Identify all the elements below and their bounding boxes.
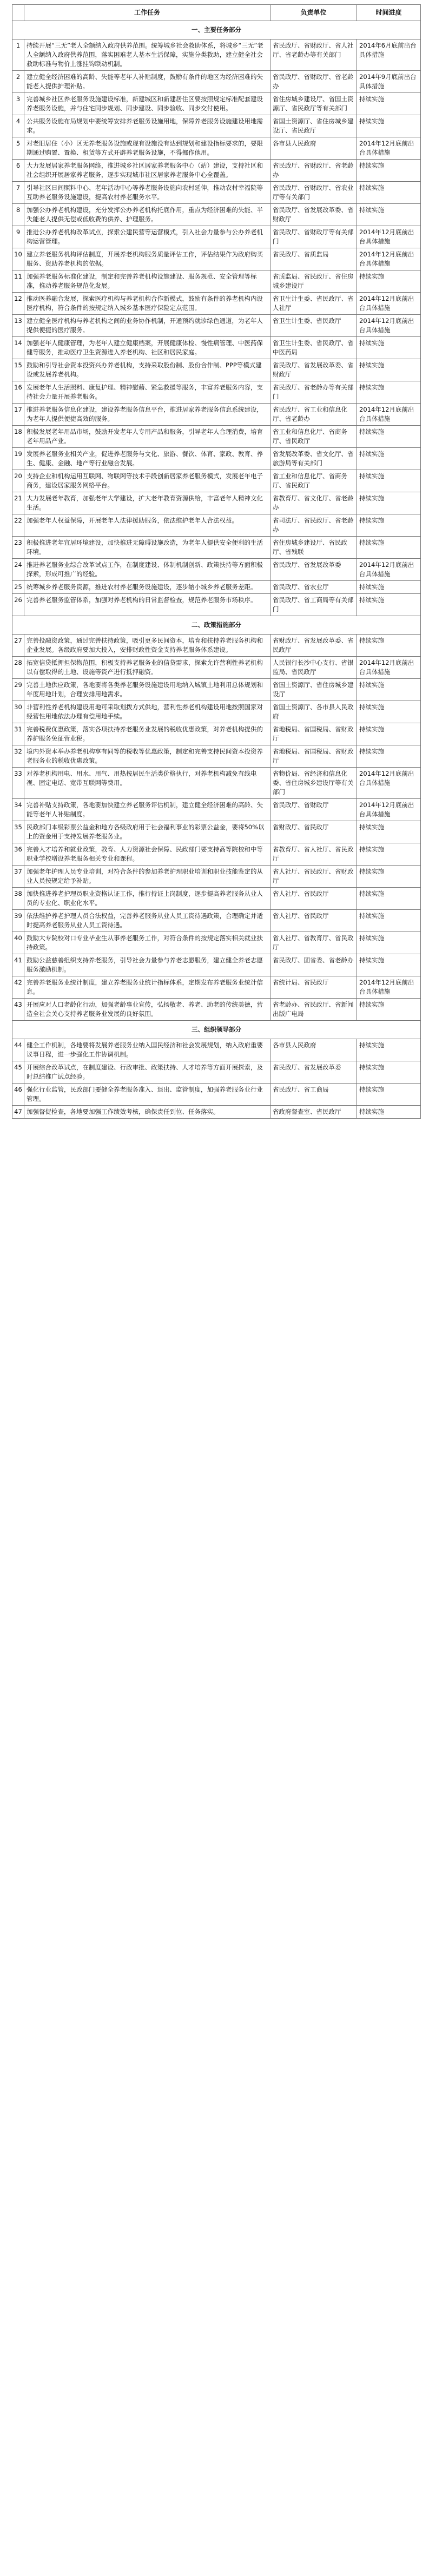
task-table-sheet: [12, 4, 420, 1119]
row-number: 10: [12, 248, 24, 270]
dept-cell: 省住房城乡建设厅、省民政厅、省残联: [270, 537, 357, 559]
task-cell: 建立健全经济困难的高龄、失能等老年人补贴制度，鼓励有条件的地区为经济困难的失能老人提供护理补贴。: [24, 71, 270, 93]
dept-cell: 省人社厅、省民政厅、省财政厅: [270, 866, 357, 888]
table-row: [12, 910, 421, 932]
dept-cell: 省教育厅、省人社厅、省民政厅: [270, 843, 357, 866]
table-row: [12, 293, 421, 315]
dept-cell: 省人社厅、省教育厅、省民政厅: [270, 932, 357, 954]
row-number: 8: [12, 204, 24, 226]
table-row: [12, 701, 421, 723]
row-number: 37: [12, 866, 24, 888]
task-cell: 依法维护养老护理人员合法权益，完善养老服务从业人员工资待遇政策，合理确定并适时提高养老服务从业人员工资待遇。: [24, 910, 270, 932]
table-row: [12, 999, 421, 1021]
task-cell: 大力发展老年教育，加强老年大学建设，扩大老年教育资源供给，丰富老年人精神文化生活。: [24, 492, 270, 514]
row-number: 24: [12, 559, 24, 581]
time-cell: 2014年12月底前出台具体措施: [357, 559, 421, 581]
row-number: 32: [12, 745, 24, 768]
task-cell: 开展综合改革试点，在制度建设、行政审批、政策扶持、人才培养等方面开展探索，及时总结推广试点经验。: [24, 1061, 270, 1084]
time-cell: 持续实施: [357, 910, 421, 932]
dept-cell: 省民政厅、省工商局: [270, 1084, 357, 1106]
time-cell: 持续实施: [357, 448, 421, 470]
header-no: [12, 5, 24, 21]
row-number: 15: [12, 359, 24, 381]
table-row: [12, 226, 421, 248]
row-number: 26: [12, 594, 24, 616]
dept-cell: 省教育厅、省文化厅、省老龄办: [270, 492, 357, 514]
task-cell: 发展养老服务业相关产业，促进养老服务与文化、旅游、餐饮、体育、家政、教育、养生、健康、金融、地产等行业融合发展。: [24, 448, 270, 470]
time-cell: 持续实施: [357, 1106, 421, 1119]
time-cell: 持续实施: [357, 204, 421, 226]
row-number: 25: [12, 581, 24, 594]
time-cell: 持续实施: [357, 537, 421, 559]
row-number: 31: [12, 723, 24, 745]
row-number: 28: [12, 657, 24, 679]
table-row: [12, 866, 421, 888]
dept-cell: 省工业和信息化厅、省商务厅、省民政厅: [270, 426, 357, 448]
dept-cell: 省民政厅、省财政厅等有关部门: [270, 226, 357, 248]
time-cell: 2014年12月底前出台具体措施: [357, 657, 421, 679]
table-row: [12, 537, 421, 559]
task-cell: 引导社区日间照料中心、老年活动中心等养老服务设施向农村延伸，推动农村幸福院等互助养老服务设施建设，提高农村养老服务水平。: [24, 182, 270, 204]
task-cell: 非营利性养老机构建设用地可采取划拨方式供地，营利性养老机构建设用地按照国家对经营性用地依法办理有偿用地手续。: [24, 701, 270, 723]
table-row: [12, 1039, 421, 1061]
row-number: 5: [12, 137, 24, 160]
dept-cell: 省地税局、省国税局、省财政厅: [270, 723, 357, 745]
row-number: 44: [12, 1039, 24, 1061]
table-row: [12, 93, 421, 115]
dept-cell: 省人社厅、省民政厅: [270, 910, 357, 932]
row-number: 12: [12, 293, 24, 315]
time-cell: 2014年9月底前出台具体措施: [357, 71, 421, 93]
time-cell: 持续实施: [357, 594, 421, 616]
dept-cell: 省民政厅、省财政厅、省农业厅等有关部门: [270, 182, 357, 204]
table-row: [12, 315, 421, 337]
section-title: 一、主要任务部分: [12, 21, 421, 39]
time-cell: 持续实施: [357, 160, 421, 182]
dept-cell: 省国土资源厅、各市县人民政府: [270, 701, 357, 723]
time-cell: 持续实施: [357, 954, 421, 976]
time-cell: 持续实施: [357, 723, 421, 745]
row-number: 29: [12, 679, 24, 701]
dept-cell: 省卫生计生委、省民政厅: [270, 315, 357, 337]
row-number: 40: [12, 932, 24, 954]
task-cell: 推进养老服务信息化建设，建设养老服务信息平台，推进居家养老服务信息系统建设，为老年人提供便捷高效的服务。: [24, 404, 270, 426]
time-cell: 2014年12月底前出台具体措施: [357, 768, 421, 799]
row-number: 19: [12, 448, 24, 470]
dept-cell: 省老龄办、省民政厅、省新闻出版广电局: [270, 999, 357, 1021]
dept-cell: 省民政厅、省发展改革委: [270, 1061, 357, 1084]
time-cell: 持续实施: [357, 337, 421, 359]
task-cell: 完善城乡社区养老服务设施建设标准，新建城区和新建居住区要按照规定标准配套建设养老服务设施，并与住宅同步规划、同步建设、同步验收、同步交付使用。: [24, 93, 270, 115]
task-cell: 鼓励和引导社会资本投资兴办养老机构，支持采取股份制、股份合作制、PPP等模式建设或发展养老机构。: [24, 359, 270, 381]
task-cell: 完善投融资政策，通过完善扶持政策，吸引更多民间资本，培育和扶持养老服务机构和企业发展。各级政府要加大投入，安排财政性资金支持养老服务体系建设。: [24, 635, 270, 657]
task-cell: 对老旧居住（小）区无养老服务设施或现有设施没有达到规划和建设指标要求的，要限期通过购置、置换、租赁等方式开辟养老服务设施，不得挪作他用。: [24, 137, 270, 160]
time-cell: 持续实施: [357, 182, 421, 204]
time-cell: 持续实施: [357, 888, 421, 910]
dept-cell: 省民政厅、省工商局等有关部门: [270, 594, 357, 616]
dept-cell: 省民政厅、省发展改革委、省财政厅: [270, 359, 357, 381]
table-row: [12, 514, 421, 537]
dept-cell: 省民政厅、省财政厅、省人社厅、省老龄办等有关部门: [270, 39, 357, 71]
table-row: [12, 137, 421, 160]
header-time: 时间进度: [357, 5, 421, 21]
table-row: [12, 115, 421, 137]
dept-cell: 省国土资源厅、省住房城乡建设厅、省民政厅: [270, 115, 357, 137]
task-cell: 拓宽信贷抵押担保物范围，积极支持养老服务业的信贷需求，探索允许营利性养老机构以有偿取得的土地、设施等资产进行抵押融资。: [24, 657, 270, 679]
row-number: 43: [12, 999, 24, 1021]
task-cell: 建立养老服务机构评估制度，开展养老机构服务质量评估工作，评估结果作为政府购买服务、资助养老机构的依据。: [24, 248, 270, 270]
row-number: 46: [12, 1084, 24, 1106]
dept-cell: 省工业和信息化厅、省商务厅、省民政厅: [270, 470, 357, 492]
task-cell: 支持企业和机构运用互联网、物联网等技术手段创新居家养老服务模式，发展老年电子商务，建设居家服务网络平台。: [24, 470, 270, 492]
time-cell: 持续实施: [357, 581, 421, 594]
row-number: 22: [12, 514, 24, 537]
row-number: 41: [12, 954, 24, 976]
dept-cell: 人民银行长沙中心支行、省银监局、省民政厅: [270, 657, 357, 679]
task-cell: 加强老年人健康管理，为老年人建立健康档案，开展健康体检、慢性病管理、中医药保健等服务，推动医疗卫生资源进入养老机构、社区和居民家庭。: [24, 337, 270, 359]
time-cell: 持续实施: [357, 932, 421, 954]
task-cell: 加强养老服务标准化建设，制定和完善养老机构设施建设、服务规范、安全管理等标准，推动养老服务规范化发展。: [24, 270, 270, 293]
time-cell: 持续实施: [357, 635, 421, 657]
row-number: 33: [12, 768, 24, 799]
row-number: 3: [12, 93, 24, 115]
table-row: [12, 492, 421, 514]
row-number: 35: [12, 821, 24, 843]
task-cell: 鼓励大专院校对口专业毕业生从事养老服务工作，对符合条件的按规定落实相关就业扶持政策。: [24, 932, 270, 954]
row-number: 21: [12, 492, 24, 514]
row-number: 30: [12, 701, 24, 723]
header-dept: 负责单位: [270, 5, 357, 21]
task-cell: 鼓励公益慈善组织支持养老服务，引导社会力量参与养老志愿服务，建立健全养老志愿服务激励机制。: [24, 954, 270, 976]
table-row: [12, 39, 421, 71]
table-row: [12, 448, 421, 470]
time-cell: 2014年12月底前出台具体措施: [357, 226, 421, 248]
table-row: [12, 679, 421, 701]
table-row: [12, 635, 421, 657]
time-cell: 持续实施: [357, 843, 421, 866]
task-cell: 完善养老服务监管体系，加强对养老机构的日常监督检查，规范养老服务市场秩序。: [24, 594, 270, 616]
time-cell: 持续实施: [357, 492, 421, 514]
dept-cell: 省民政厅、省财政厅、省老龄办: [270, 160, 357, 182]
row-number: 34: [12, 799, 24, 821]
time-cell: 持续实施: [357, 115, 421, 137]
task-cell: 积极推进老年宜居环境建设，加快推进无障碍设施改造，为老年人提供安全便利的生活环境。: [24, 537, 270, 559]
row-number: 4: [12, 115, 24, 137]
task-cell: 加强老年人权益保障，开展老年人法律援助服务，依法维护老年人合法权益。: [24, 514, 270, 537]
dept-cell: 省民政厅、省财政厅、省老龄办: [270, 71, 357, 93]
task-cell: 统筹城乡养老服务资源，推进农村养老服务设施建设，逐步缩小城乡养老服务差距。: [24, 581, 270, 594]
row-number: 1: [12, 39, 24, 71]
table-row: [12, 723, 421, 745]
task-cell: 加强公办养老机构建设，充分发挥公办养老机构托底作用，重点为经济困难的失能、半失能老人提供无偿或低收费的供养、护理服务。: [24, 204, 270, 226]
dept-cell: 省住房城乡建设厅、省国土资源厅、省民政厅等有关部门: [270, 93, 357, 115]
table-row: [12, 337, 421, 359]
task-cell: 推动医养融合发展，探索医疗机构与养老机构合作新模式，鼓励有条件的养老机构内设医疗机构，符合条件的按规定纳入城乡基本医疗保险定点范围。: [24, 293, 270, 315]
table-row: [12, 204, 421, 226]
table-row: [12, 581, 421, 594]
task-cell: 开展应对人口老龄化行动，加强老龄事业宣传，弘扬敬老、养老、助老的传统美德，营造全社会关心支持养老服务业发展的良好氛围。: [24, 999, 270, 1021]
task-cell: 大力发展居家养老服务网络，推进城乡社区居家养老服务中心（站）建设，支持社区和社会组织开展居家养老服务，逐步实现城市社区居家养老服务中心全覆盖。: [24, 160, 270, 182]
row-number: 13: [12, 315, 24, 337]
task-cell: 完善土地供应政策，各地要将各类养老服务设施建设用地纳入城镇土地利用总体规划和年度用地计划，合理安排用地需求。: [24, 679, 270, 701]
table-row: [12, 426, 421, 448]
time-cell: 持续实施: [357, 999, 421, 1021]
dept-cell: 省民政厅、省质监局: [270, 248, 357, 270]
table-row: [12, 381, 421, 404]
task-cell: 公共服务设施布局规划中要统筹安排养老服务设施用地，保障养老服务设施建设用地需求。: [24, 115, 270, 137]
row-number: 6: [12, 160, 24, 182]
table-row: [12, 470, 421, 492]
table-row: [12, 1106, 421, 1119]
dept-cell: 省政府督查室、省民政厅: [270, 1106, 357, 1119]
time-cell: 持续实施: [357, 270, 421, 293]
row-number: 17: [12, 404, 24, 426]
time-cell: 2014年12月底前出台具体措施: [357, 404, 421, 426]
row-number: 14: [12, 337, 24, 359]
dept-cell: 省国土资源厅、省住房城乡建设厅: [270, 679, 357, 701]
section-row: [12, 1021, 421, 1039]
time-cell: 2014年12月底前出台具体措施: [357, 137, 421, 160]
task-cell: 民政部门本级彩票公益金和地方各级政府用于社会福利事业的彩票公益金，要将50%以上的资金用于支持发展养老服务业。: [24, 821, 270, 843]
dept-cell: 省司法厅、省民政厅、省老龄办: [270, 514, 357, 537]
time-cell: 2014年6月底前出台具体措施: [357, 39, 421, 71]
time-cell: 持续实施: [357, 514, 421, 537]
table-row: [12, 799, 421, 821]
dept-cell: 省统计局、省民政厅: [270, 976, 357, 999]
time-cell: 2014年12月底前出台具体措施: [357, 293, 421, 315]
table-row: [12, 745, 421, 768]
table-body: [12, 21, 421, 1119]
time-cell: 持续实施: [357, 866, 421, 888]
table-row: [12, 843, 421, 866]
task-cell: 完善养老服务业统计制度，建立养老服务业统计指标体系，定期发布养老服务业统计信息。: [24, 976, 270, 999]
table-row: [12, 248, 421, 270]
row-number: 47: [12, 1106, 24, 1119]
section-row: [12, 21, 421, 39]
dept-cell: 省质监局、省民政厅、省住房城乡建设厅: [270, 270, 357, 293]
time-cell: 持续实施: [357, 1084, 421, 1106]
time-cell: 持续实施: [357, 426, 421, 448]
task-cell: 境内外资本举办养老机构享有同等的税收等优惠政策，制定和完善支持民间资本投资养老服务业的税收优惠政策。: [24, 745, 270, 768]
section-title: 三、组织领导部分: [12, 1021, 421, 1039]
table-row: [12, 594, 421, 616]
time-cell: 2014年12月底前出台具体措施: [357, 976, 421, 999]
row-number: 2: [12, 71, 24, 93]
time-cell: 2014年12月底前出台具体措施: [357, 799, 421, 821]
task-cell: 强化行业监管，民政部门要健全养老服务准入、退出、监管制度，加强养老服务业行业管理。: [24, 1084, 270, 1106]
table-row: [12, 1084, 421, 1106]
task-cell: 持续开展“三无”老人全额纳入政府供养范围。统筹城乡社会救助体系，将城乡“三无”老人全额纳入政府供养范围，落实困难老人基本生活保障，实施分类救助，建立健全社会救助标准与物价上涨挂钩联动机制。: [24, 39, 270, 71]
time-cell: 持续实施: [357, 821, 421, 843]
dept-cell: 省人社厅、省民政厅: [270, 888, 357, 910]
dept-cell: 省财政厅、省民政厅: [270, 821, 357, 843]
row-number: 42: [12, 976, 24, 999]
table-row: [12, 888, 421, 910]
table-row: [12, 821, 421, 843]
time-cell: 持续实施: [357, 1039, 421, 1061]
row-number: 45: [12, 1061, 24, 1084]
dept-cell: 省物价局、省经济和信息化委、省住房城乡建设厅等有关部门: [270, 768, 357, 799]
dept-cell: 省民政厅、省老龄办等有关部门: [270, 381, 357, 404]
dept-cell: 省卫生计生委、省民政厅、省中医药局: [270, 337, 357, 359]
time-cell: 持续实施: [357, 470, 421, 492]
dept-cell: 省发展改革委、省文化厅、省旅游局等有关部门: [270, 448, 357, 470]
dept-cell: 省地税局、省国税局、省财政厅: [270, 745, 357, 768]
row-number: 16: [12, 381, 24, 404]
dept-cell: 省民政厅、省发展改革委: [270, 559, 357, 581]
time-cell: 持续实施: [357, 701, 421, 723]
task-cell: 加快推进养老护理员职业资格认证工作，推行持证上岗制度，逐步提高养老服务从业人员的专业化、职业化水平。: [24, 888, 270, 910]
section-row: [12, 616, 421, 635]
row-number: 38: [12, 888, 24, 910]
time-cell: 持续实施: [357, 745, 421, 768]
table-row: [12, 1061, 421, 1084]
dept-cell: 省民政厅、省工业和信息化厅、省老龄办: [270, 404, 357, 426]
row-number: 18: [12, 426, 24, 448]
row-number: 7: [12, 182, 24, 204]
time-cell: 持续实施: [357, 381, 421, 404]
table-row: [12, 976, 421, 999]
row-number: 23: [12, 537, 24, 559]
dept-cell: 省卫生计生委、省民政厅、省人社厅: [270, 293, 357, 315]
task-cell: 健全工作机制，各地要将发展养老服务业纳入国民经济和社会发展规划，纳入政府重要议事日程，进一步强化工作协调机制。: [24, 1039, 270, 1061]
table-row: [12, 71, 421, 93]
dept-cell: 各市县人民政府: [270, 137, 357, 160]
time-cell: 持续实施: [357, 93, 421, 115]
task-cell: 完善税费优惠政策，落实各项扶持养老服务业发展的税收优惠政策，对养老机构提供的养护服务免征营业税。: [24, 723, 270, 745]
dept-cell: 省民政厅、省发展改革委、省财政厅: [270, 204, 357, 226]
task-cell: 加强督促检查，各地要加强工作绩效考核，确保责任到位、任务落实。: [24, 1106, 270, 1119]
table-row: [12, 657, 421, 679]
task-cell: 推进养老服务业综合改革试点工作，在制度建设、体制机制创新、政策扶持等方面积极探索，形成可推广的经验。: [24, 559, 270, 581]
task-cell: 完善人才培养和就业政策，教育、人力资源社会保障、民政部门要支持高等院校和中等职业学校增设养老服务相关专业和课程。: [24, 843, 270, 866]
time-cell: 2014年12月底前出台具体措施: [357, 248, 421, 270]
dept-cell: 省民政厅、团省委、省老龄办: [270, 954, 357, 976]
row-number: 9: [12, 226, 24, 248]
row-number: 11: [12, 270, 24, 293]
row-number: 27: [12, 635, 24, 657]
table-row: [12, 359, 421, 381]
task-cell: 加强老年护理人员专业培训，对符合条件的参加养老护理职业培训和职业技能鉴定的从业人员按规定给予补贴。: [24, 866, 270, 888]
table-row: [12, 404, 421, 426]
row-number: 20: [12, 470, 24, 492]
task-cell: 积极发展老年用品市场，鼓励开发老年人专用产品和服务，引导老年人合理消费，培育老年用品产业。: [24, 426, 270, 448]
table-row: [12, 768, 421, 799]
task-cell: 推进公办养老机构改革试点，探索公建民营等运营模式，引入社会力量参与公办养老机构运营管理。: [24, 226, 270, 248]
table-row: [12, 932, 421, 954]
row-number: 36: [12, 843, 24, 866]
task-table: [12, 4, 421, 1119]
table-row: [12, 160, 421, 182]
time-cell: 持续实施: [357, 1061, 421, 1084]
section-title: 二、政策措施部分: [12, 616, 421, 635]
row-number: 39: [12, 910, 24, 932]
task-cell: 建立健全医疗机构与养老机构之间的业务协作机制，开通预约就诊绿色通道，为老年人提供便捷的医疗服务。: [24, 315, 270, 337]
table-row: [12, 954, 421, 976]
task-cell: 发展老年人生活照料、康复护理、精神慰藉、紧急救援等服务，丰富养老服务内容，支持社会力量开展养老服务。: [24, 381, 270, 404]
task-cell: 完善补贴支持政策，各地要加快建立养老服务评估机制，建立健全经济困难的高龄、失能等老年人补贴制度。: [24, 799, 270, 821]
task-cell: 对养老机构用电、用水、用气、用热按居民生活类价格执行，对养老机构减免有线电视、固定电话、宽带互联网等费用。: [24, 768, 270, 799]
table-row: [12, 559, 421, 581]
time-cell: 持续实施: [357, 359, 421, 381]
table-header-row: [12, 5, 421, 21]
time-cell: 持续实施: [357, 679, 421, 701]
time-cell: 2014年12月底前出台具体措施: [357, 315, 421, 337]
dept-cell: 省民政厅、省财政厅: [270, 799, 357, 821]
dept-cell: 省财政厅、省发展改革委、省民政厅: [270, 635, 357, 657]
header-task: 工作任务: [24, 5, 270, 21]
dept-cell: 各市县人民政府: [270, 1039, 357, 1061]
table-row: [12, 270, 421, 293]
dept-cell: 省民政厅、省农业厅: [270, 581, 357, 594]
table-row: [12, 182, 421, 204]
